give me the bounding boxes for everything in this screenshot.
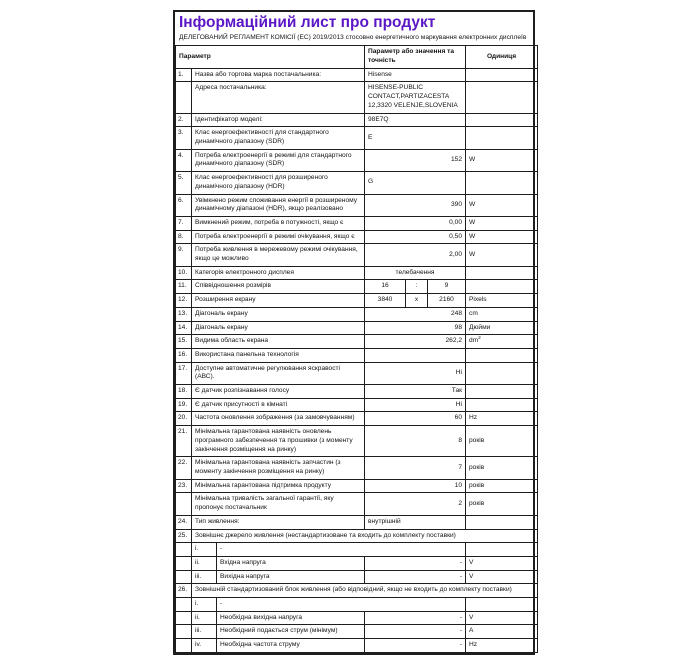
- row-unit: [466, 68, 538, 82]
- row-subnumber: i.: [192, 543, 217, 557]
- row-label: Клас енергоефективності для стандартного динамічного діапазону (SDR): [192, 127, 365, 149]
- row-number: 10.: [176, 266, 192, 280]
- row-value: 98: [365, 321, 466, 335]
- row-value-separator: :: [406, 280, 428, 294]
- row-label: Вимкнений режим, потреба в потужності, якщо є: [192, 216, 365, 230]
- row-label: Потреба електроенергії в режимі очікування, якщо є: [192, 230, 365, 244]
- row-unit: [466, 280, 538, 294]
- row-value: 2: [365, 493, 466, 515]
- row-number: 9.: [176, 244, 192, 266]
- row-number: 24.: [176, 515, 192, 529]
- row-label: Розширення екрану: [192, 294, 365, 308]
- table-row: [176, 611, 538, 625]
- row-number: 6.: [176, 194, 192, 216]
- row-value: 3840: [365, 294, 406, 308]
- row-unit: [466, 113, 538, 127]
- row-label: Увімкнено режим споживання енергії в розширеному динамічному діапазоні (HDR), якщо реалізовано: [192, 194, 365, 216]
- row-value: Ні: [365, 362, 466, 384]
- row-value: 2,00: [365, 244, 466, 266]
- row-unit: Hz: [466, 639, 538, 653]
- row-unit: Hz: [466, 412, 538, 426]
- row-unit: років: [466, 457, 538, 479]
- row-number: 19.: [176, 398, 192, 412]
- row-unit: Дюйми: [466, 321, 538, 335]
- row-number: [176, 639, 192, 653]
- row-label: Категорія електронного дисплея: [192, 266, 365, 280]
- row-number: [176, 598, 192, 612]
- row-number: 13.: [176, 307, 192, 321]
- table-row: [176, 149, 538, 171]
- row-unit: V: [466, 556, 538, 570]
- table-header-row: [176, 46, 538, 68]
- row-unit: [466, 543, 538, 557]
- row-number: [176, 570, 192, 584]
- page-title: Інформаційний лист про продукт: [179, 14, 436, 31]
- table-row: [176, 127, 538, 149]
- row-label: Зовнішнє джерело живлення (нестандартизоване та входить до комплекту поставки): [192, 529, 538, 543]
- row-number: 26.: [176, 584, 192, 598]
- row-label: Необхідний подається струм (мінімум): [217, 625, 365, 639]
- row-label: Доступне автоматичне регулювання яскравості (АВС).: [192, 362, 365, 384]
- column-header-parameter: Параметр: [176, 46, 365, 68]
- table-row: [176, 556, 538, 570]
- row-subnumber: iv.: [192, 639, 217, 653]
- table-row: [176, 493, 538, 515]
- parameters-table: [175, 45, 538, 652]
- row-unit: [466, 598, 538, 612]
- column-header-value: Параметр або значення та точність: [365, 46, 466, 68]
- row-subnumber: ii.: [192, 556, 217, 570]
- row-unit: [466, 398, 538, 412]
- row-value: -: [365, 639, 466, 653]
- row-value: 262,2: [365, 335, 466, 349]
- row-unit: [466, 362, 538, 384]
- row-value: -: [365, 556, 466, 570]
- row-unit: [466, 82, 538, 113]
- row-label: Зовнішній стандартизований блок живлення (або відповідний, якщо не входить до комплекту поставки): [192, 584, 538, 598]
- row-number: [176, 556, 192, 570]
- row-value: 60: [365, 412, 466, 426]
- row-value: 390: [365, 194, 466, 216]
- row-subnumber: iii.: [192, 570, 217, 584]
- row-label: Ідентифікатор моделі:: [192, 113, 365, 127]
- row-value: Hisense: [365, 68, 466, 82]
- row-unit: $dm^2$: [466, 335, 538, 349]
- row-number: 14.: [176, 321, 192, 335]
- table-row: [176, 639, 538, 653]
- row-value: -: [217, 543, 466, 557]
- row-unit: V: [466, 570, 538, 584]
- row-label: Мінімальна гарантована наявність запчастин (з моменту закінчення розміщення на ринку): [192, 457, 365, 479]
- row-unit: A: [466, 625, 538, 639]
- table-row: [176, 280, 538, 294]
- row-subnumber: iii.: [192, 625, 217, 639]
- row-unit: Pixels: [466, 294, 538, 308]
- row-unit: W: [466, 149, 538, 171]
- row-number: [176, 493, 192, 515]
- row-number: [176, 611, 192, 625]
- row-value: 152: [365, 149, 466, 171]
- row-unit: V: [466, 611, 538, 625]
- row-label: Потреба живлення в мережевому режимі очікування, якщо це можливо: [192, 244, 365, 266]
- row-label: Мінімальна гарантована наявність оновлень програмного забезпечення та прошивки (з моменту закінчення розміщення на ринку): [192, 426, 365, 457]
- row-label: Діагональ екрану: [192, 321, 365, 335]
- row-value: 0,00: [365, 216, 466, 230]
- row-value: 2160: [428, 294, 466, 308]
- row-unit: [466, 385, 538, 399]
- table-row: [176, 479, 538, 493]
- row-unit: W: [466, 216, 538, 230]
- row-label: Мінімальна тривалість загальної гарантії, яку пропонує постачальник: [192, 493, 365, 515]
- row-subnumber: i.: [192, 598, 217, 612]
- row-number: 21.: [176, 426, 192, 457]
- row-label: Тип живлення:: [192, 515, 365, 529]
- row-unit: років: [466, 426, 538, 457]
- row-label: Є датчик розпізнавання голосу: [192, 385, 365, 399]
- row-value: -: [365, 611, 466, 625]
- row-label: Необхідна вихідна напруга: [217, 611, 365, 625]
- row-label: Частота оновлення зображення (за замовчуванням): [192, 412, 365, 426]
- table-row: [176, 598, 538, 612]
- row-label: Вхідна напруга: [217, 556, 365, 570]
- row-value: 248: [365, 307, 466, 321]
- row-unit: W: [466, 230, 538, 244]
- row-number: 8.: [176, 230, 192, 244]
- row-number: 12.: [176, 294, 192, 308]
- row-label: Необхідна частота струму: [217, 639, 365, 653]
- row-number: 15.: [176, 335, 192, 349]
- row-number: 20.: [176, 412, 192, 426]
- row-unit: [466, 172, 538, 194]
- row-value: HISENSE-PUBLIC CONTACT,PARTIZACESTA 12,3320 VELENJE,SLOVENIA: [365, 82, 466, 113]
- row-value: внутрішній: [365, 515, 466, 529]
- row-label: Є датчик присутності в кімнаті: [192, 398, 365, 412]
- row-value: G: [365, 172, 466, 194]
- table-row: [176, 515, 538, 529]
- table-row: [176, 584, 538, 598]
- row-number: 16.: [176, 348, 192, 362]
- table-row: [176, 172, 538, 194]
- row-number: 11.: [176, 280, 192, 294]
- table-row: [176, 625, 538, 639]
- row-label: Видима область екрана: [192, 335, 365, 349]
- table-row: [176, 412, 538, 426]
- table-row: [176, 321, 538, 335]
- row-value: Так: [365, 385, 466, 399]
- row-value: -: [365, 570, 466, 584]
- row-unit: [466, 127, 538, 149]
- row-number: 5.: [176, 172, 192, 194]
- column-header-unit: Одиниця: [466, 46, 538, 68]
- table-row: [176, 113, 538, 127]
- row-value-separator: x: [406, 294, 428, 308]
- row-value: 16: [365, 280, 406, 294]
- row-number: [176, 82, 192, 113]
- row-number: 7.: [176, 216, 192, 230]
- row-label: Вихідна напруга: [217, 570, 365, 584]
- row-number: 18.: [176, 385, 192, 399]
- table-row: [176, 307, 538, 321]
- row-label: Потреба електроенергії в режимі для стандартного динамічного діапазону (SDR): [192, 149, 365, 171]
- row-unit: cm: [466, 307, 538, 321]
- table-row: [176, 82, 538, 113]
- row-label: Використана панельна технологія: [192, 348, 365, 362]
- row-value: 7: [365, 457, 466, 479]
- row-unit: [466, 266, 538, 280]
- row-label: Адреса постачальника:: [192, 82, 365, 113]
- row-unit: W: [466, 244, 538, 266]
- title-block: [175, 12, 533, 45]
- table-row: [176, 230, 538, 244]
- row-number: 22.: [176, 457, 192, 479]
- table-row: [176, 68, 538, 82]
- row-value: -: [217, 598, 466, 612]
- row-number: 1.: [176, 68, 192, 82]
- row-number: 25.: [176, 529, 192, 543]
- row-value: телебачення: [365, 266, 466, 280]
- row-value: E: [365, 127, 466, 149]
- page-subtitle: ДЕЛЕГОВАНИЙ РЕГЛАМЕНТ КОМІСІЇ (ЕС) 2019/2013 стосовно енергетичного маркування електронних дисплеїв: [179, 33, 527, 41]
- row-unit: [466, 348, 538, 362]
- table-row: [176, 385, 538, 399]
- row-number: [176, 625, 192, 639]
- row-unit: років: [466, 479, 538, 493]
- row-value: -: [365, 625, 466, 639]
- row-number: 2.: [176, 113, 192, 127]
- row-label: Клас енергоефективності для розширеного динамічного діапазону (HDR): [192, 172, 365, 194]
- row-unit: [466, 515, 538, 529]
- row-value: 8: [365, 426, 466, 457]
- row-number: 3.: [176, 127, 192, 149]
- table-row: [176, 244, 538, 266]
- row-value: [365, 348, 466, 362]
- table-row: [176, 348, 538, 362]
- row-label: Мінімальна гарантована підтримка продукту: [192, 479, 365, 493]
- row-subnumber: ii.: [192, 611, 217, 625]
- row-label: Назва або торгова марка постачальника:: [192, 68, 365, 82]
- table-row: [176, 529, 538, 543]
- row-value: 9: [428, 280, 466, 294]
- table-row: [176, 426, 538, 457]
- row-label: Діагональ екрану: [192, 307, 365, 321]
- row-number: 23.: [176, 479, 192, 493]
- product-information-sheet: [173, 10, 535, 655]
- table-row: [176, 266, 538, 280]
- row-number: 17.: [176, 362, 192, 384]
- table-row: [176, 543, 538, 557]
- row-value: 10: [365, 479, 466, 493]
- table-row: [176, 194, 538, 216]
- row-value: 98E7Q: [365, 113, 466, 127]
- table-body: [176, 68, 538, 652]
- row-value: 0,50: [365, 230, 466, 244]
- row-unit: W: [466, 194, 538, 216]
- row-value: Ні: [365, 398, 466, 412]
- table-row: [176, 216, 538, 230]
- row-number: [176, 543, 192, 557]
- table-row: [176, 570, 538, 584]
- row-unit: років: [466, 493, 538, 515]
- table-row: [176, 294, 538, 308]
- table-row: [176, 398, 538, 412]
- table-row: [176, 457, 538, 479]
- table-row: [176, 362, 538, 384]
- table-row: [176, 335, 538, 349]
- row-number: 4.: [176, 149, 192, 171]
- row-label: Співвідношення розмірів: [192, 280, 365, 294]
